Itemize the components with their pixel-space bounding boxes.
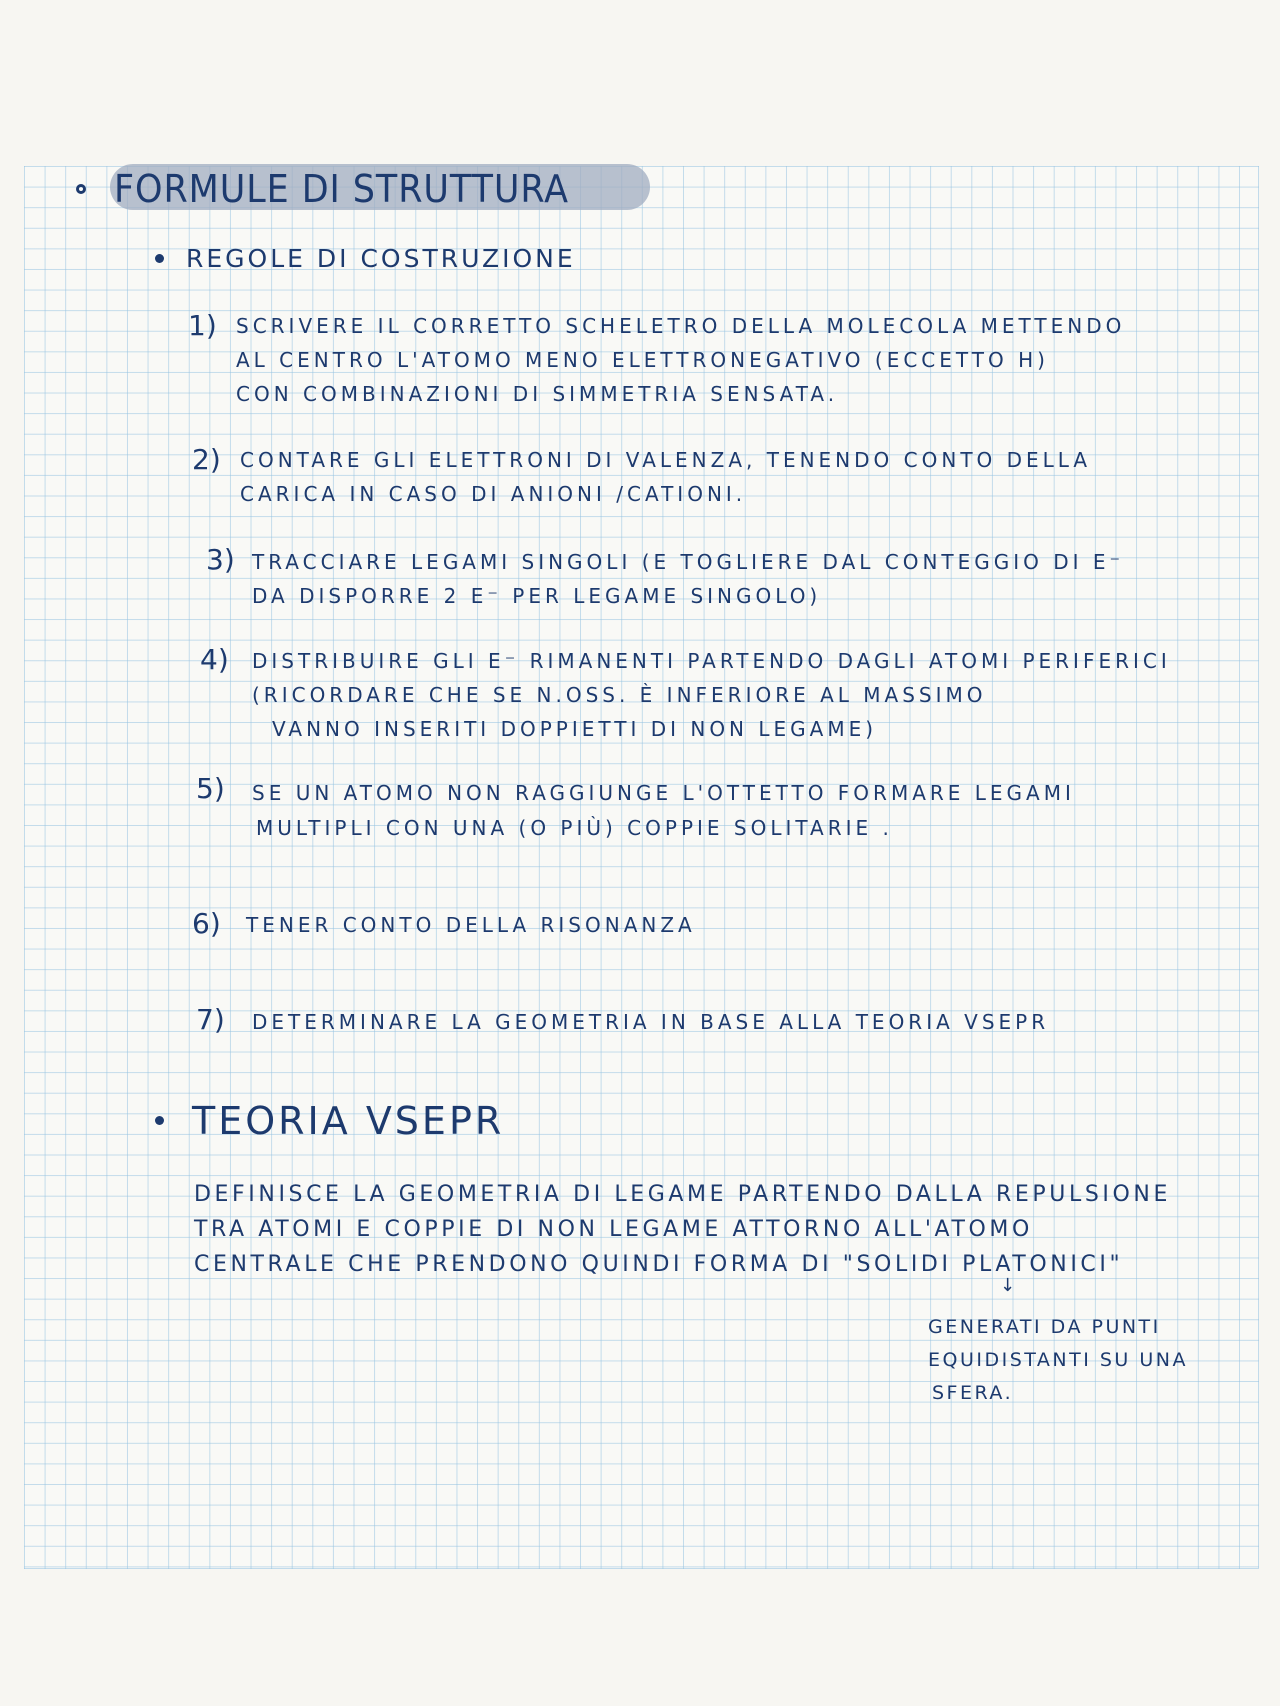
step-text-line: SCRIVERE IL CORRETTO SCHELETRO DELLA MOLECOLA METTENDO bbox=[236, 314, 1126, 338]
step-text-line: TENER CONTO DELLA RISONANZA bbox=[246, 913, 696, 937]
note-text-line: SFERA. bbox=[932, 1382, 1014, 1404]
step-text-line: CONTARE GLI ELETTRONI DI VALENZA, TENENDO CONTO DELLA bbox=[240, 448, 1092, 472]
step-number: 7) bbox=[196, 1003, 225, 1036]
step-text-line: (RICORDARE CHE SE N.OSS. È INFERIORE AL MASSIMO bbox=[252, 683, 987, 707]
step-number: 2) bbox=[192, 443, 221, 476]
step-text-line: CARICA IN CASO DI ANIONI /CATIONI. bbox=[240, 482, 747, 506]
bullet-dot-icon bbox=[155, 254, 164, 263]
step-text-line: DISTRIBUIRE GLI E⁻ RIMANENTI PARTENDO DAGLI ATOMI PERIFERICI bbox=[252, 649, 1171, 673]
section-heading-vsepr: TEORIA VSEPR bbox=[192, 1099, 505, 1143]
step-number: 1) bbox=[188, 309, 217, 342]
step-text-line: DA DISPORRE 2 E⁻ PER LEGAME SINGOLO) bbox=[252, 584, 822, 608]
step-text-line: MULTIPLI CON UNA (O PIÙ) COPPIE SOLITARIE . bbox=[256, 816, 893, 840]
definition-text-line: DEFINISCE LA GEOMETRIA DI LEGAME PARTENDO DALLA REPULSIONE bbox=[194, 1182, 1171, 1207]
bullet-dot-icon bbox=[155, 1116, 164, 1125]
arrow-down-icon: ↓ bbox=[1000, 1275, 1016, 1296]
note-text-line: EQUIDISTANTI SU UNA bbox=[928, 1349, 1188, 1371]
page-title: FORMULE DI STRUTTURA bbox=[114, 167, 569, 211]
step-number: 6) bbox=[192, 907, 221, 940]
step-number: 4) bbox=[200, 643, 229, 676]
definition-text-line: CENTRALE CHE PRENDONO QUINDI FORMA DI "SOLIDI PLATONICI" bbox=[194, 1252, 1124, 1277]
step-text-line: SE UN ATOMO NON RAGGIUNGE L'OTTETTO FORMARE LEGAMI bbox=[252, 781, 1075, 805]
step-text-line: AL CENTRO L'ATOMO MENO ELETTRONEGATIVO (ECCETTO H) bbox=[236, 348, 1049, 372]
step-text-line: TRACCIARE LEGAMI SINGOLI (E TOGLIERE DAL CONTEGGIO DI E⁻ bbox=[252, 550, 1125, 574]
hollow-bullet-icon bbox=[76, 184, 86, 194]
step-text-line: VANNO INSERITI DOPPIETTI DI NON LEGAME) bbox=[272, 717, 878, 741]
step-number: 3) bbox=[206, 543, 235, 576]
step-text-line: CON COMBINAZIONI DI SIMMETRIA SENSATA. bbox=[236, 382, 839, 406]
definition-text-line: TRA ATOMI E COPPIE DI NON LEGAME ATTORNO ALL'ATOMO bbox=[194, 1217, 1033, 1242]
step-number: 5) bbox=[196, 772, 225, 805]
step-text-line: DETERMINARE LA GEOMETRIA IN BASE ALLA TEORIA VSEPR bbox=[252, 1010, 1050, 1034]
section-heading-regole: REGOLE DI COSTRUZIONE bbox=[186, 244, 576, 273]
note-text-line: GENERATI DA PUNTI bbox=[928, 1316, 1161, 1338]
